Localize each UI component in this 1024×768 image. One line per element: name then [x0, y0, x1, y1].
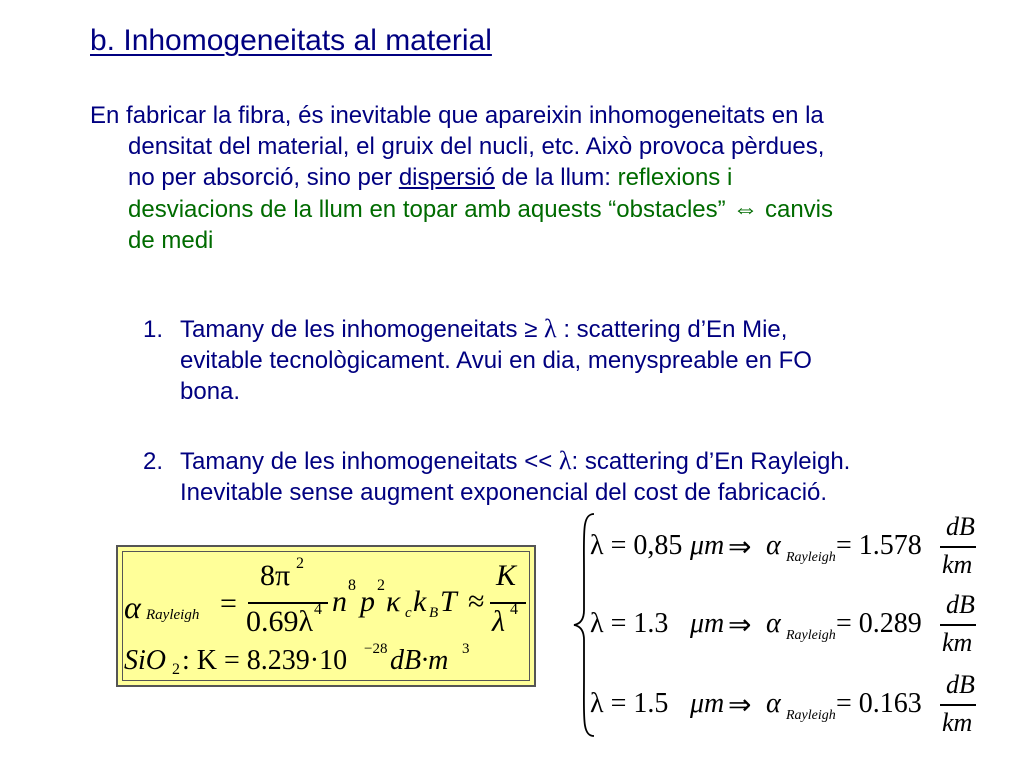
exponent: 4	[314, 601, 322, 618]
list-item-1	[143, 313, 812, 407]
alpha-symbol: α	[766, 530, 781, 561]
alpha-subscript: Rayleigh	[786, 708, 836, 723]
item-number: 2.	[143, 448, 164, 475]
item-number: 1.	[143, 316, 164, 343]
lambda-symbol: λ	[544, 314, 557, 343]
intro-line-1: En fabricar la fibra, és inevitable que apareixin inhomogeneitats en la	[90, 102, 824, 129]
item-text: Tamany de les inhomogeneitats ≥	[180, 316, 545, 343]
variable-n: n	[332, 585, 347, 618]
item-text: evitable tecnològicament. Avui en dia, menyspreable en FO	[180, 347, 812, 374]
intro-line-4	[90, 193, 980, 225]
list-item-2	[143, 445, 850, 508]
equation-value: = 1.578	[836, 530, 922, 561]
unit-label: μm	[690, 688, 725, 719]
equation-lhs: λ = 1.5	[590, 688, 669, 719]
implies-arrow-icon: ⇒	[728, 532, 752, 563]
fraction-denominator: km	[942, 550, 973, 579]
constant-K: K	[496, 559, 517, 592]
item-text: : scattering d’En Mie,	[556, 316, 788, 343]
alpha-symbol: α	[766, 688, 781, 719]
item-text: Inevitable sense augment exponencial del cost de fabricació.	[180, 479, 828, 506]
fraction-bar	[940, 546, 976, 548]
constant-value: : K = 8.239·10	[182, 645, 348, 676]
equation-value: = 0.163	[836, 688, 922, 719]
fraction-numerator: 8π	[260, 559, 291, 592]
exponent: 4	[510, 601, 518, 618]
green-text: desviacions de la llum en topar amb aquests “obstacles”	[128, 196, 733, 223]
intro-line-3	[90, 162, 980, 193]
implies-arrow-icon: ⇒	[728, 690, 752, 721]
implies-arrow-icon: ⇒	[728, 610, 752, 641]
fraction-bar	[490, 602, 526, 604]
fraction-bar	[940, 704, 976, 706]
fraction-denominator: km	[942, 628, 973, 657]
alpha-symbol: α	[766, 608, 781, 639]
lambda-symbol: λ	[558, 446, 572, 475]
lambda-symbol: λ	[492, 605, 505, 638]
equation-value: = 0.289	[836, 608, 922, 639]
intro-text: de la llum:	[494, 164, 618, 191]
kappa-symbol: κ	[386, 585, 401, 618]
exponent: 2	[377, 577, 385, 594]
exponent: 3	[462, 641, 470, 657]
fraction-denominator: 0.69λ	[246, 605, 314, 638]
fraction-numerator: dB	[946, 590, 975, 619]
variable-k: k	[413, 585, 427, 618]
subscript: B	[429, 605, 439, 621]
intro-paragraph	[90, 100, 980, 256]
subscript: c	[405, 605, 412, 621]
variable-p: p	[360, 585, 375, 618]
unit-label: μm	[690, 530, 725, 561]
exponent: 8	[348, 577, 356, 594]
equation-lhs: λ = 0,85	[590, 530, 683, 561]
unit-label: dB·m	[390, 645, 449, 676]
unit-label: μm	[690, 608, 725, 639]
intro-text: no per absorció, sino per	[128, 164, 399, 191]
green-text: canvis	[758, 196, 834, 223]
subscript: 2	[172, 661, 180, 678]
alpha-symbol: α	[124, 589, 141, 625]
double-arrow-icon: ⇔	[732, 194, 759, 223]
green-text: reflexions i	[617, 164, 733, 191]
equation-lhs: λ = 1.3	[590, 608, 669, 639]
slide-title: b. Inhomogeneitats al material	[90, 24, 492, 57]
fraction-numerator: dB	[946, 670, 975, 699]
item-text: bona.	[180, 378, 241, 405]
sio2-label: SiO	[124, 645, 166, 676]
intro-line-5: de medi	[128, 227, 214, 254]
intro-line-2: densitat del material, el gruix del nucli, etc. Això provoca pèrdues,	[128, 133, 825, 160]
underlined-term: dispersió	[398, 164, 495, 191]
exponent: −28	[364, 641, 388, 657]
item-text: : scattering d’En Rayleigh.	[571, 448, 851, 475]
fraction-bar	[940, 624, 976, 626]
fraction-denominator: km	[942, 708, 973, 737]
fraction-numerator: dB	[946, 512, 975, 541]
alpha-subscript: Rayleigh	[786, 550, 836, 565]
alpha-subscript: Rayleigh	[146, 607, 200, 623]
exponent: 2	[296, 555, 304, 572]
rayleigh-formula-box	[116, 545, 536, 687]
equals-sign: =	[220, 587, 237, 620]
variable-T: T	[440, 585, 457, 618]
approx-sign: ≈	[468, 585, 485, 618]
alpha-subscript: Rayleigh	[786, 628, 836, 643]
item-text: Tamany de les inhomogeneitats <<	[180, 448, 559, 475]
